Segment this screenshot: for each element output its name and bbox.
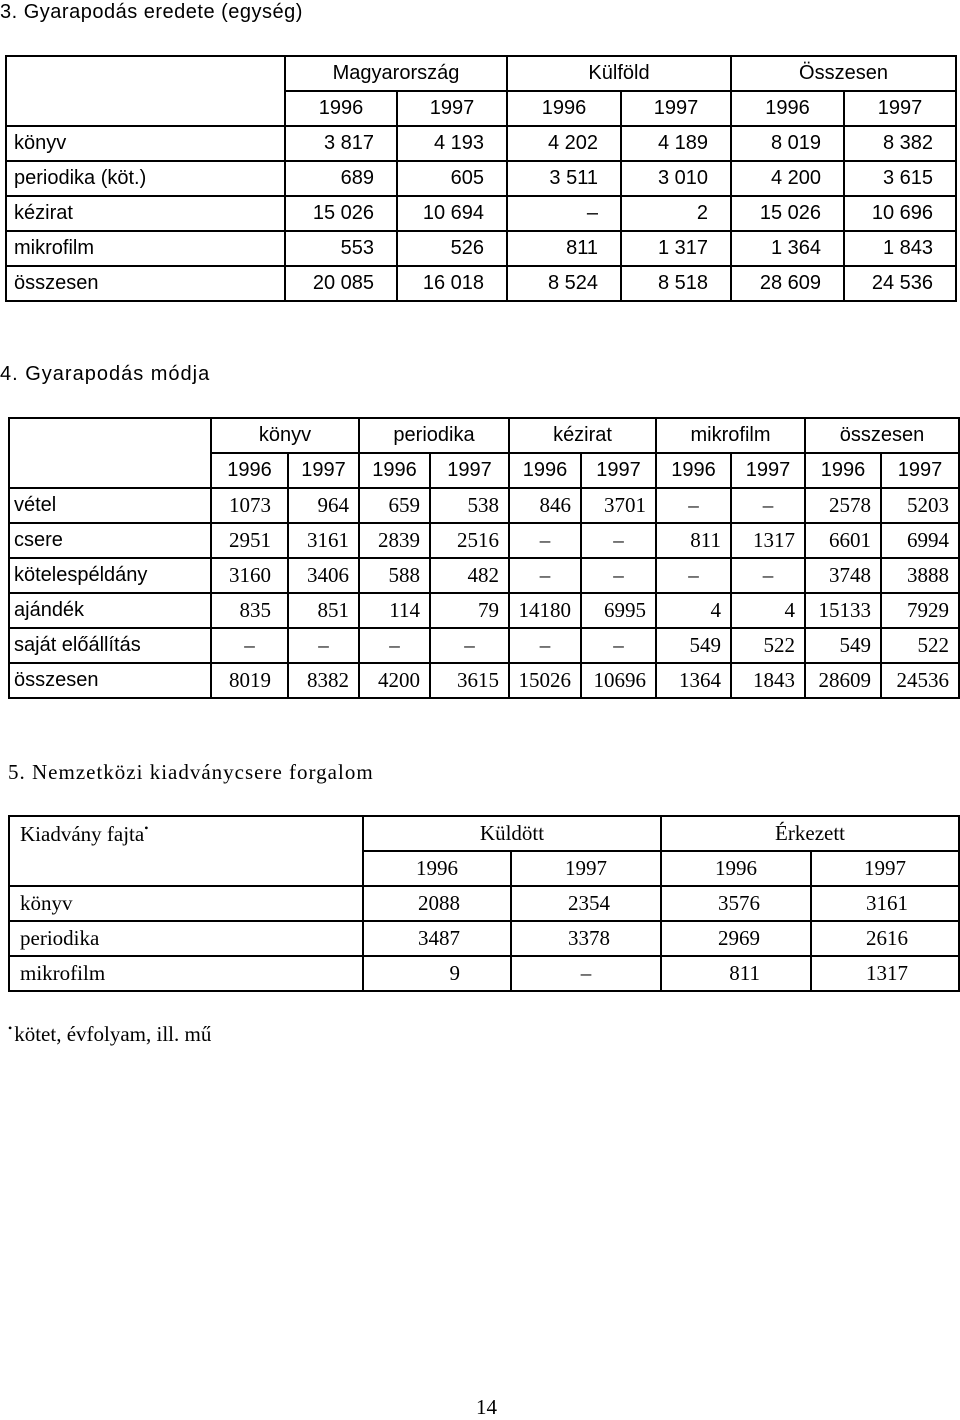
- data-cell: 15 026: [285, 196, 397, 231]
- data-cell: 2951: [211, 523, 288, 558]
- row-label: saját előállítás: [9, 628, 211, 663]
- acquisition-method-table: [8, 417, 960, 699]
- data-cell: 3576: [661, 886, 811, 921]
- data-cell: 3615: [430, 663, 509, 698]
- data-cell: 10696: [581, 663, 656, 698]
- data-cell: –: [581, 628, 656, 663]
- data-cell: 835: [211, 593, 288, 628]
- year-header: 1996: [731, 91, 844, 126]
- data-cell: –: [211, 628, 288, 663]
- data-cell: 8 019: [731, 126, 844, 161]
- data-cell: 964: [288, 488, 359, 523]
- table-row: [9, 593, 959, 628]
- data-cell: 3487: [363, 921, 511, 956]
- data-cell: 2578: [805, 488, 881, 523]
- data-cell: 5203: [881, 488, 959, 523]
- data-cell: 1317: [731, 523, 805, 558]
- publication-type-label: Kiadvány fajta: [20, 822, 145, 846]
- data-cell: 2: [621, 196, 731, 231]
- data-cell: 538: [430, 488, 509, 523]
- data-cell: 1843: [731, 663, 805, 698]
- data-cell: –: [511, 956, 661, 991]
- data-cell: 4: [656, 593, 731, 628]
- data-cell: 7929: [881, 593, 959, 628]
- data-cell: 24536: [881, 663, 959, 698]
- data-cell: 4: [731, 593, 805, 628]
- row-label: összesen: [6, 266, 285, 301]
- group-header-row: [9, 816, 959, 851]
- year-header: 1996: [211, 453, 288, 488]
- year-header: 1997: [844, 91, 956, 126]
- data-cell: 851: [288, 593, 359, 628]
- data-cell: 482: [430, 558, 509, 593]
- data-cell: 3 817: [285, 126, 397, 161]
- row-label: kötelespéldány: [9, 558, 211, 593]
- data-cell: 9: [363, 956, 511, 991]
- row-label: kézirat: [6, 196, 285, 231]
- data-cell: 16 018: [397, 266, 507, 301]
- data-cell: –: [581, 558, 656, 593]
- data-cell: 846: [509, 488, 581, 523]
- data-cell: 1317: [811, 956, 959, 991]
- data-cell: 4 202: [507, 126, 621, 161]
- table-row: [9, 488, 959, 523]
- data-cell: 4 189: [621, 126, 731, 161]
- data-cell: 6995: [581, 593, 656, 628]
- footnote: [8, 1022, 211, 1046]
- row-label: vétel: [9, 488, 211, 523]
- data-cell: 114: [359, 593, 430, 628]
- data-cell: 811: [656, 523, 731, 558]
- data-cell: 3378: [511, 921, 661, 956]
- data-cell: 3888: [881, 558, 959, 593]
- table-row: [9, 956, 959, 991]
- data-cell: –: [430, 628, 509, 663]
- data-cell: 4 200: [731, 161, 844, 196]
- group-header-row: [6, 56, 956, 91]
- data-cell: 1364: [656, 663, 731, 698]
- data-cell: 28 609: [731, 266, 844, 301]
- column-group-header: összesen: [805, 418, 959, 453]
- year-header: 1997: [811, 851, 959, 886]
- data-cell: 20 085: [285, 266, 397, 301]
- row-label: periodika: [9, 921, 363, 956]
- row-label: mikrofilm: [6, 231, 285, 266]
- section-3-title: 3. Gyarapodás eredete (egység): [0, 1, 303, 23]
- table-row: [6, 126, 956, 161]
- row-label: könyv: [9, 886, 363, 921]
- data-cell: 15026: [509, 663, 581, 698]
- column-group-header: Küldött: [363, 816, 661, 851]
- page-number: 14: [476, 1395, 497, 1419]
- year-header: 1997: [621, 91, 731, 126]
- data-cell: 10 694: [397, 196, 507, 231]
- footnote-marker: •: [8, 1021, 13, 1035]
- data-cell: 6994: [881, 523, 959, 558]
- table-row: [6, 161, 956, 196]
- data-cell: 1 317: [621, 231, 731, 266]
- data-cell: 8 382: [844, 126, 956, 161]
- data-cell: 659: [359, 488, 430, 523]
- column-group-header: Magyarország: [285, 56, 507, 91]
- data-cell: 3160: [211, 558, 288, 593]
- publication-type-header: [9, 816, 363, 886]
- table-row: [6, 231, 956, 266]
- acquisition-origin-table: [5, 55, 957, 302]
- data-cell: –: [731, 488, 805, 523]
- data-cell: 553: [285, 231, 397, 266]
- table-row: [6, 196, 956, 231]
- data-cell: 1073: [211, 488, 288, 523]
- row-label: csere: [9, 523, 211, 558]
- data-cell: 3 010: [621, 161, 731, 196]
- table-row: [9, 663, 959, 698]
- column-group-header: Érkezett: [661, 816, 959, 851]
- table-row: [9, 558, 959, 593]
- year-header: 1996: [805, 453, 881, 488]
- row-label: ajándék: [9, 593, 211, 628]
- table-row: [9, 886, 959, 921]
- footnote-marker: •: [144, 821, 149, 835]
- year-header: 1996: [509, 453, 581, 488]
- data-cell: 8019: [211, 663, 288, 698]
- data-cell: 4200: [359, 663, 430, 698]
- section-4-title: 4. Gyarapodás módja: [0, 363, 211, 385]
- data-cell: 8 518: [621, 266, 731, 301]
- data-cell: 3 511: [507, 161, 621, 196]
- row-label: könyv: [6, 126, 285, 161]
- row-label: periodika (köt.): [6, 161, 285, 196]
- data-cell: –: [656, 558, 731, 593]
- data-cell: 2354: [511, 886, 661, 921]
- data-cell: –: [359, 628, 430, 663]
- data-cell: 15133: [805, 593, 881, 628]
- data-cell: 3161: [811, 886, 959, 921]
- row-label: összesen: [9, 663, 211, 698]
- year-header: 1996: [285, 91, 397, 126]
- data-cell: 3 615: [844, 161, 956, 196]
- year-header: 1996: [661, 851, 811, 886]
- data-cell: 1 843: [844, 231, 956, 266]
- data-cell: 28609: [805, 663, 881, 698]
- table-row: [9, 921, 959, 956]
- column-group-header: mikrofilm: [656, 418, 805, 453]
- data-cell: –: [288, 628, 359, 663]
- data-cell: 10 696: [844, 196, 956, 231]
- row-label: mikrofilm: [9, 956, 363, 991]
- data-cell: –: [509, 523, 581, 558]
- data-cell: –: [507, 196, 621, 231]
- data-cell: 549: [656, 628, 731, 663]
- data-cell: –: [509, 628, 581, 663]
- data-cell: 2088: [363, 886, 511, 921]
- data-cell: 811: [507, 231, 621, 266]
- data-cell: 3748: [805, 558, 881, 593]
- data-cell: 811: [661, 956, 811, 991]
- year-header: 1997: [430, 453, 509, 488]
- year-header: 1996: [656, 453, 731, 488]
- column-group-header: periodika: [359, 418, 509, 453]
- corner-cell: [6, 56, 285, 126]
- table-row: [9, 628, 959, 663]
- year-header: 1996: [363, 851, 511, 886]
- data-cell: –: [581, 523, 656, 558]
- data-cell: 689: [285, 161, 397, 196]
- data-cell: 3701: [581, 488, 656, 523]
- data-cell: 526: [397, 231, 507, 266]
- data-cell: 3161: [288, 523, 359, 558]
- data-cell: –: [656, 488, 731, 523]
- data-cell: 549: [805, 628, 881, 663]
- data-cell: 24 536: [844, 266, 956, 301]
- data-cell: 14180: [509, 593, 581, 628]
- column-group-header: kézirat: [509, 418, 656, 453]
- data-cell: 605: [397, 161, 507, 196]
- data-cell: 1 364: [731, 231, 844, 266]
- year-header: 1997: [511, 851, 661, 886]
- group-header-row: [9, 418, 959, 453]
- data-cell: 2839: [359, 523, 430, 558]
- year-header: 1996: [359, 453, 430, 488]
- international-exchange-table: [8, 815, 960, 992]
- year-header: 1997: [731, 453, 805, 488]
- data-cell: 8 524: [507, 266, 621, 301]
- table-row: [6, 266, 956, 301]
- year-header: 1997: [288, 453, 359, 488]
- corner-cell: [9, 418, 211, 488]
- year-header: 1997: [581, 453, 656, 488]
- data-cell: 8382: [288, 663, 359, 698]
- data-cell: 2516: [430, 523, 509, 558]
- section-5-title: 5. Nemzetközi kiadványcsere forgalom: [8, 760, 374, 784]
- data-cell: 79: [430, 593, 509, 628]
- data-cell: 2969: [661, 921, 811, 956]
- data-cell: 2616: [811, 921, 959, 956]
- table-row: [9, 523, 959, 558]
- year-header: 1997: [397, 91, 507, 126]
- data-cell: –: [731, 558, 805, 593]
- data-cell: 3406: [288, 558, 359, 593]
- column-group-header: Külföld: [507, 56, 731, 91]
- data-cell: 522: [731, 628, 805, 663]
- year-header: 1997: [881, 453, 959, 488]
- footnote-text: kötet, évfolyam, ill. mű: [14, 1022, 212, 1046]
- data-cell: 6601: [805, 523, 881, 558]
- column-group-header: könyv: [211, 418, 359, 453]
- data-cell: 4 193: [397, 126, 507, 161]
- column-group-header: Összesen: [731, 56, 956, 91]
- data-cell: 15 026: [731, 196, 844, 231]
- data-cell: 588: [359, 558, 430, 593]
- data-cell: 522: [881, 628, 959, 663]
- year-header: 1996: [507, 91, 621, 126]
- data-cell: –: [509, 558, 581, 593]
